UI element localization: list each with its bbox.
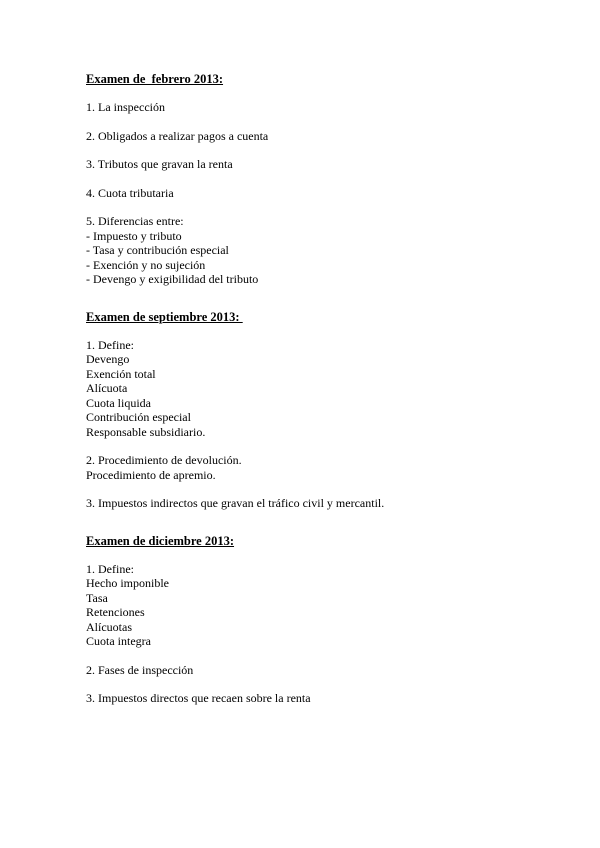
exam-december <box>86 533 566 706</box>
exam-title: Examen de septiembre 2013: <box>86 309 243 324</box>
exam-february <box>86 71 566 287</box>
question-block <box>86 186 566 201</box>
question-text: 2. Fases de inspección <box>86 662 194 677</box>
question-text: 3. Impuestos directos que recaen sobre la renta <box>86 691 311 705</box>
question-subitem: Cuota integra <box>86 634 151 648</box>
question-text: 5. Diferencias entre: <box>86 214 184 228</box>
question-subitem: Retenciones <box>86 605 145 619</box>
question-subitem: - Impuesto y tributo <box>86 228 182 243</box>
question-subitem: - Devengo y exigibilidad del tributo <box>86 272 259 286</box>
question-text: 3. Impuestos indirectos que gravan el tráfico civil y mercantil. <box>86 496 385 510</box>
question-subitem: Contribución especial <box>86 410 191 424</box>
question-block <box>86 100 566 115</box>
question-subitem: Exención total <box>86 366 156 381</box>
question-block <box>86 663 566 678</box>
question-subitem: Cuota liquida <box>86 395 151 410</box>
exam-title: Examen de diciembre 2013: <box>86 533 235 548</box>
question-text: 4. Cuota tributaria <box>86 185 174 200</box>
question-subitem: Devengo <box>86 352 130 366</box>
question-subitem: - Tasa y contribución especial <box>86 243 229 257</box>
question-subitem: Tasa <box>86 590 108 605</box>
question-text: 1. Define: <box>86 561 134 576</box>
question-subitem: Alícuota <box>86 381 128 395</box>
document-page <box>86 71 566 720</box>
question-subitem: Procedimiento de apremio. <box>86 467 216 482</box>
question-block <box>86 453 566 482</box>
question-subitem: Alícuotas <box>86 619 132 634</box>
exam-title: Examen de febrero 2013: <box>86 72 224 86</box>
question-text: 2. Obligados a realizar pagos a cuenta <box>86 128 269 143</box>
question-text: 1. Define: <box>86 337 134 352</box>
question-block <box>86 496 566 511</box>
question-text: 2. Procedimiento de devolución. <box>86 453 242 467</box>
question-block <box>86 691 566 706</box>
question-block <box>86 562 566 649</box>
question-subitem: Responsable subsidiario. <box>86 424 206 439</box>
question-subitem: - Exención y no sujeción <box>86 257 206 272</box>
question-block <box>86 338 566 440</box>
question-text: 1. La inspección <box>86 100 165 114</box>
question-text: 3. Tributos que gravan la renta <box>86 157 233 171</box>
question-block <box>86 214 566 287</box>
exam-september <box>86 309 566 511</box>
question-block <box>86 129 566 144</box>
question-subitem: Hecho imponible <box>86 576 169 590</box>
question-block <box>86 157 566 172</box>
